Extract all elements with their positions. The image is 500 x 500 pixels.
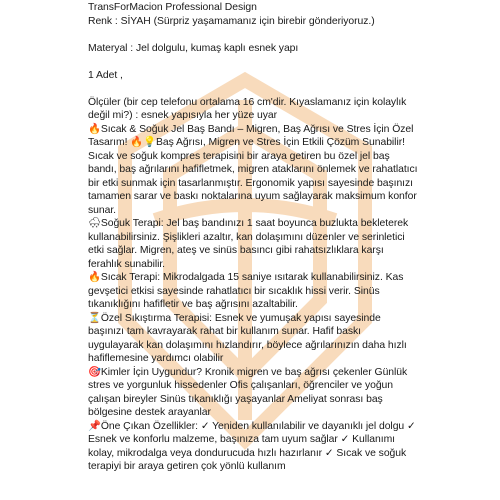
lightbulb-icon: 💡 [143,137,157,148]
cold-therapy-body: Jel baş bandınızı 1 saat boyunca buzlukta bekleterek kullanabilirsiniz. Şişlikleri azaltır, kan dolaşımını düzenler ve serinletici etki sağlar. Migren, ateş ve sinüs basıncı gibi rahatsızlıklara karşı ferahlık sunabilir. [88,218,409,270]
hot-therapy-label: Sıcak Terapi: [100,272,161,283]
audience-section [88,366,418,420]
compression-body: Esnek ve yumuşak yapısı sayesinde başınızı tam kavrayarak rahat bir kullanım sunar. Hafif baskı uygulayarak kan dolaşımını hızlandırır, böylece ağrılarınızın daha hızlı hafiflemesine yardımcı olabilir [88,312,407,364]
features-body: ✓ Yeniden kullanılabilir ve dayanıklı jel dolgu ✓ Esnek ve konforlu malzeme, başınıza tam uyum sağlar ✓ Kullanımı kolay, mikrodalga veya dondurucuda hızlı hazırlanır ✓ Sıcak ve soğuk terapiyi bir araya getiren çok yönlü kullanım [88,420,416,472]
features-label: Öne Çıkan Özellikler: [100,420,198,432]
fire-icon: 🔥 [88,123,101,135]
hot-therapy-section [88,271,418,312]
hourglass-icon: ⏳ [88,312,101,324]
cold-therapy-section [88,217,418,271]
audience-label: Kimler İçin Uygundur? [100,366,203,378]
material-line: Materyal : Jel dolgulu, kumaş kaplı esnek yapı [88,42,299,54]
cold-therapy-label: Soğuk Terapi: [100,218,164,229]
quantity-line: 1 Adet , [88,69,123,81]
product-description [88,1,418,474]
fire-icon: 🔥 [88,272,101,283]
audience-body: Kronik migren ve baş ağrısı çekenler Günlük stres ve yorgunluk hissedenler Ofis çalışanları, öğrenciler ve yoğun çalışan bireyler Sinüs tıkanıklığı yaşayanlar Ameliyat sonrası baş bölgesine destek arayanlar [88,366,408,418]
snow-cloud-icon: 🌨 [88,218,102,229]
features-section [88,420,418,474]
intro-title: Sıcak & Soğuk Jel Baş Bandı – Migren, Baş Ağrısı ve Stres İçin Özel Tasarım! [88,123,414,148]
compression-section [88,312,418,366]
color-line: Renk : SİYAH (Sürpriz yaşamamanız için birebir gönderiyoruz.) [88,15,375,27]
brand-line: TransForMacion Professional Design [88,2,257,13]
intro-body: Sıcak ve soğuk kompres terapisini bir araya getiren bu özel jel baş bandı, baş ağrılarını hafifletmek, migren ataklarını önlemek ve rahatlatıcı bir etki sunmak için tasarlanmıştır. Ergonomik yapısı sayesinde başınızı tamamen sarar ve baskı noktalarına uyum sağlayarak maksimum konfor sunar. [88,150,418,216]
intro-title-line [88,123,418,150]
hot-therapy-body: Mikrodalgada 15 saniye ısıtarak kullanabilirsiniz. Kas gevşetici etkisi sayesinde rahatlatıcı bir sıcaklık hissi verir. Sinüs tıkanıklığını hafifletir ve baş ağrısını azaltabilir. [88,272,404,310]
target-icon: 🎯 [88,366,101,378]
fire-icon: 🔥 [130,137,144,148]
dimensions-line: Ölçüler (bir cep telefonu ortalama 16 cm'dir. Kıyaslamanız için kolaylık değil mi?) : esnek yapısıyla her yüze uyar [88,96,407,121]
pushpin-icon: 📌 [88,420,101,432]
intro-subtitle: Baş Ağrısı, Migren ve Stres İçin Etkili Çözüm Sunabilir! [155,137,405,148]
compression-label: Özel Sıkıştırma Terapisi: [100,312,212,324]
